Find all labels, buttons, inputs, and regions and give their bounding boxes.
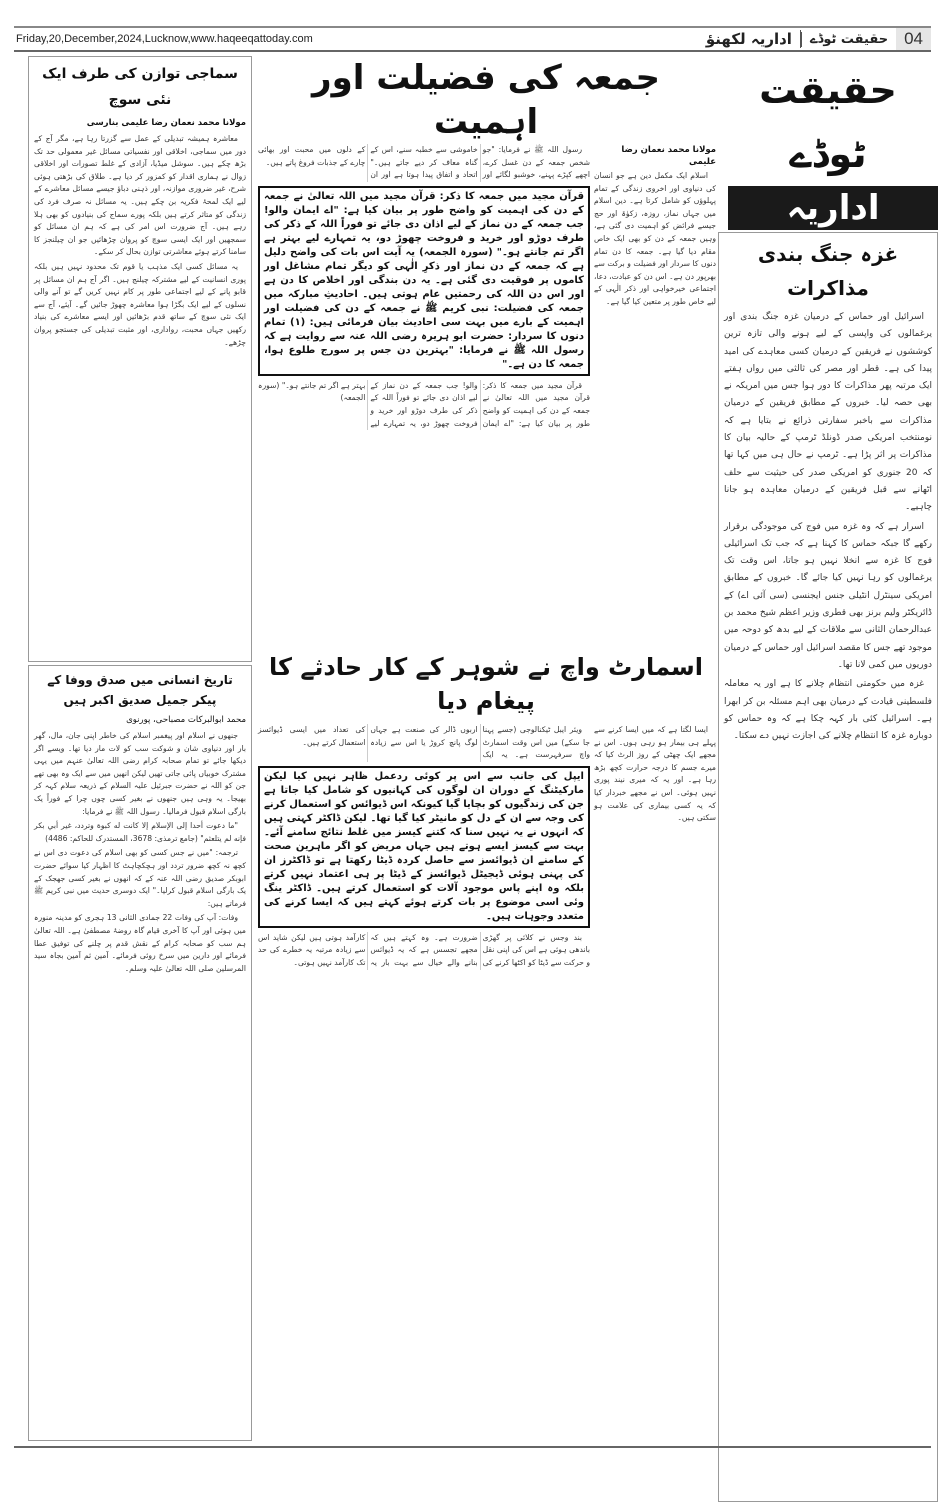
bottom-rule xyxy=(14,1446,931,1448)
social-body xyxy=(34,133,246,349)
friday-article xyxy=(256,144,716,634)
editorial-headline: غزہ جنگ بندی مذاکرات xyxy=(757,242,899,300)
watch-lower-columns xyxy=(258,932,590,970)
editorial-column xyxy=(718,58,938,1502)
body-paragraph: ویئر ایبل ٹیکنالوجی (جسے پہنا جا سکے) میں اس وقت اسمارٹ واچ سرفہرست ہے۔ یہ ایک اربوں ڈالر کی صنعت ہے جہاں لوگ پانچ کروڑ یا اس سے زیادہ کی تعداد میں ایسی ڈیوائسز استعمال کرتے ہیں۔ xyxy=(258,725,590,760)
masthead-small: حقیقت ٹوڈے xyxy=(801,32,896,47)
body-paragraph: رسول اللہ ﷺ نے فرمایا: "جو شخص جمعہ کے دن غسل کرے، اچھے کپڑے پہنے، خوشبو لگائے اور خاموشی سے خطبہ سنے، اس کے گناہ معاف کر دیے جاتے ہیں۔" اتحاد و اتفاق پیدا ہوتا ہے اور ان کے دلوں میں محبت اور بھائی چارے کے جذبات فروغ پاتے ہیں۔ xyxy=(258,145,590,180)
watch-right-column xyxy=(594,724,716,970)
body-paragraph: معاشرہ ہمیشہ تبدیلی کے عمل سے گزرتا رہا ہے، مگر آج کے دور میں سماجی، اخلاقی اور نفسیاتی مسائل غیر معمولی حد تک بڑھ چکے ہیں۔ سوشل میڈیا، آزادی کے غلط تصورات اور اخلاقی زوال نے ہماری اقدار کو کمزور کر دیا ہے۔ طلاق کی بڑھتی ہوئی شرح، غیر ضروری موازنہ، اور ذہنی دباؤ جیسے مسائل معاشرے کے لیے ایک لمحۂ فکریہ بن چکے ہیں۔ یہ مسائل نہ صرف فرد کی زندگی کو متاثر کرتے ہیں بلکہ پورے سماج کی بنیادوں کو بھی ہلا رہے ہیں۔ آج ضرورت اس امر کی ہے کہ ہم ان مسائل کو سمجھیں اور ایک ایسی سوچ کو پروان چڑھائیں جو ان چیلنجز کا سامنا کرتے ہوئے معاشرتی توازن بحال کر سکے۔ xyxy=(34,134,246,257)
friday-highlight-box: قرآن مجید میں جمعہ کا ذکر: قرآن مجید میں اللہ تعالیٰ نے جمعہ کے دن کی اہمیت کو واضح طور پر بیان کیا ہے: "اے ایمان والو! جب جمعہ کے دن نماز کے لیے اذان دی جائے تو فوراً اللہ کے ذکر کی طرف دوڑو اور خرید و فروخت چھوڑ دو، یہ تمہارے لیے بہتر ہے اگر تم جانتے ہو۔" (سورہ الجمعہ) یہ آیت اس بات کی واضح دلیل ہے کہ جمعہ کے دن نماز اور ذکرِ الٰہی کو دیگر تمام مشاغل اور کاموں پر فوقیت دی گئی ہے۔ یہ دن بندگی اور اخلاص کا دن ہے اور اس دن اللہ کی رحمتیں عام ہوتی ہیں۔ احادیثِ مبارکہ میں جمعہ کی فضیلت: نبی کریم ﷺ نے جمعہ کے دن کی فضیلت اور اہمیت کے بارے میں بہت سی احادیث بیان فرمائی ہیں: (۱) تمام دنوں کا سردار: حضرت ابو ہریرہ رضی اللہ عنہ سے روایت ہے کہ رسول اللہ ﷺ نے فرمایا: "بہترین دن جس پر سورج طلوع ہوا، جمعہ کا دن ہے۔" xyxy=(258,186,590,376)
siddiq-byline: محمد ابوالبرکات مصباحی، پورنوی xyxy=(126,715,246,725)
siddiq-article-frame xyxy=(28,665,252,1441)
body-paragraph: اسلام ایک مکمل دین ہے جو انسان کی دنیاوی اور اخروی زندگی کے تمام پہلوؤں کو شامل کرتا ہے۔ دین اسلام میں جہاں نماز، روزہ، زکوٰۃ اور حج جیسے فرائض کو اہمیت دی گئی ہے، وہیں جمعہ کے دن کو بھی ایک خاص مقام دیا گیا ہے۔ جمعہ کا دن تمام دنوں کا سردار اور فضیلت و برکت سے بھرپور دن ہے۔ اس دن کو عبادت، دعا، اجتماعی خیرخواہی اور ذکر الٰہی کے لیے خاص طور پر متعین کیا گیا ہے۔ xyxy=(594,171,716,306)
editorial-frame xyxy=(718,232,938,1502)
friday-right-column xyxy=(594,144,716,634)
body-paragraph: اسرائیل اور حماس کے درمیان غزہ جنگ بندی اور یرغمالوں کی واپسی کے لیے ہونے والی تازہ ترین کوششوں نے فریقین کے درمیان کسی معاہدے کی امید پیدا کی ہے۔ قطر اور مصر کی ثالثی میں رواں ہفتے ایک مرتبہ پھر مذاکرات کا دور ہوا جس میں امریکہ نے بھی حصہ لیا۔ خبروں کے مطابق فریقین کے درمیان مذاکرات سے باخبر سفارتی ذرائع نے بتایا ہے کہ نومنتخب امریکی صدر ڈونلڈ ٹرمپ کے حالیہ بیان کا مذاکرات پر اثر پڑا ہے۔ ٹرمپ نے حال ہی میں کہا تھا کہ 20 جنوری کو امریکی صدر کی حیثیت سے حلف اٹھانے سے قبل فریقین کے درمیان معاہدہ ہو جانا چاہیے۔ xyxy=(724,312,932,513)
body-paragraph: غزہ میں حکومتی انتظام چلانے کا ہے اور یہ معاملہ فلسطینی قیادت کے درمیان بھی اہم مسئلہ بن کر ابھرا ہے۔ اسرائیل کئی بار کہہ چکا ہے کہ وہ حماس کو دوبارہ غزہ کا انتظام چلانے کی اجازت نہیں دے سکتا۔ xyxy=(724,679,932,742)
page-header xyxy=(14,28,931,52)
friday-left-area xyxy=(258,144,590,634)
friday-headline: جمعہ کی فضیلت اور اہمیت xyxy=(312,58,660,142)
body-paragraph: ایسا لگتا ہے کہ میں ایسا کرنے سے پہلے ہی بیمار ہو رہی ہوں۔ اس نے مجھے ایک چھٹی کے روز الرٹ کیا کہ میرے جسم کا درجہ حرارت کچھ بڑھ رہا ہے۔ اور یہ کہ میری نیند پوری نہیں ہوئی۔ اس نے مجھے خبردار کیا کہ یہ کسی بیماری کی علامت ہو سکتی ہیں۔ xyxy=(594,725,716,823)
page-number: 04 xyxy=(896,28,931,50)
friday-byline: مولانا محمد نعمان رضا علیمی xyxy=(621,145,716,167)
friday-col-1 xyxy=(594,170,716,309)
header-right xyxy=(698,28,931,50)
section-title: اداریہ لکھنؤ xyxy=(698,30,801,48)
body-paragraph: ترجمہ: "میں نے جس کسی کو بھی اسلام کی دعوت دی اس نے کچھ نہ کچھ ضرور تردد اور ہچکچاہٹ کا اظہار کیا سوائے حضرت ابوبکر صدیق رضی اللہ عنہ کے کہ انھوں نے بغیر کسی جھجک کے یک بارگی اسلام قبول کرلیا۔" ایک دوسری حدیث میں نبی کریم ﷺ فرماتے ہیں: xyxy=(34,848,246,908)
masthead: حقیقت ٹوڈے xyxy=(759,68,897,176)
watch-headline: اسمارٹ واچ نے شوہر کے کار حادثے کا پیغام دیا xyxy=(269,653,703,715)
watch-left-area xyxy=(258,724,590,970)
body-paragraph: وفات: آپ کی وفات 22 جمادی الثانی 13 ہجری کو مدینہ منورہ میں ہوئی اور آپ کا آخری قیام گاہ روضۂ مصطفیٰ ہے۔ اللہ تعالیٰ ہم سب کو صحابہ کرام کے نقش قدم پر چلنے کی توفیق عطا فرمائے اور دارین میں سرخ روئی فرمائے۔ آمین ثم آمین بجاہ سید المرسلین صلی اللہ تعالیٰ علیہ وسلم۔ xyxy=(34,913,246,973)
friday-lower-columns xyxy=(258,380,590,430)
body-paragraph: "ما دعوت أحدا إلى الإسلام إلا كانت له كبوة وتردد، غير أبي بكر فإنه لم يتلعثم" (جامع ترمذی: 3678، المستدرک للحاکم: 4486) xyxy=(34,821,246,843)
watch-article xyxy=(256,724,716,970)
body-paragraph: قرآن مجید میں جمعہ کا ذکر: قرآن مجید میں اللہ تعالیٰ نے جمعہ کے دن کی اہمیت کو واضح طور پر بیان کیا ہے: "اے ایمان والو! جب جمعہ کے دن نماز کے لیے اذان دی جائے تو فوراً اللہ کے ذکر کی طرف دوڑو اور خرید و فروخت چھوڑ دو، یہ تمہارے لیے بہتر ہے اگر تم جانتے ہو۔" (سورہ الجمعہ) xyxy=(258,380,590,428)
friday-top-columns xyxy=(258,144,590,182)
watch-highlight-box: ایپل کی جانب سے اس پر کوئی ردعمل ظاہر نہیں کیا لیکن مارکیٹنگ کے دوران ان لوگوں کی کہانیوں کو شامل کیا جاتا ہے جن کی زندگیوں کو بچایا گیا کیونکہ اس ڈیوائس کو استعمال کرنے کی وجہ سے ان کے دل کو مانیٹر کیا گیا تھا۔ لیکن ڈاکٹر کہتی ہیں کہ انہوں نے یہ نہیں سنا کہ کتنے کیسز میں غلط نتائج سامنے آئے۔ بہت سے کیسز ایسے ہوتے ہیں جہاں مریض کو اگر ماہرین صحت کے سامنے ان ڈیوائسز سے حاصل کردہ ڈیٹا رکھتا ہے تو ڈاکٹرز ان کی پہنی ہوئی ڈیجیٹل ڈیوائسز کے ڈیٹا پر ہی اعتماد نہیں کرتے بلکہ وہ اپنے پاس موجود آلات کو استعمال کرتے ہیں۔ ڈاکٹر ینگ وئی اسی موضوع پر بات کرتے ہوئے کہتے ہیں کہ ایسا کرنے کی متعدد وجوہات ہیں۔ xyxy=(258,766,590,928)
middle-column xyxy=(256,56,716,970)
watch-col-1 xyxy=(594,724,716,825)
editorial-body xyxy=(724,309,932,745)
body-paragraph: جنھوں نے اسلام اور پیغمبر اسلام کی خاطر اپنی جان، مال، گھر بار اور دنیاوی شان و شوکت سب کو لات مار دیا تھا۔ ویسے اگر دیکھا جائے تو تمام صحابہ کرام رضی اللہ تعالیٰ عنہم میں یہی مشترک خوبیاں پائی جاتی تھیں لیکن انھیں میں سے ایک وہ بھی تھے جن کو اللہ نے حضرت جبرئیل علیہ السلام کے ذریعہ سلام کہہ کر بھیجا۔ یہ وہی ہیں جنھوں نے بغیر کسی چوں چرا کے فوراً یک بارگی اسلام قبول فرمالیا۔ رسول اللہ ﷺ نے فرمایا: xyxy=(34,731,246,816)
social-byline: مولانا محمد نعمان رضا علیمی بنارسی xyxy=(86,118,246,128)
left-column xyxy=(28,56,252,1441)
social-headline: سماجی توازن کی طرف ایک نئی سوچ xyxy=(42,66,238,108)
body-paragraph: بند وجس نے کلائی پر گھڑی باندھی ہوئی ہے اس کی اپنی نقل و حرکت سے ڈیٹا کو اکٹھا کرنے کی ضرورت ہے۔ وہ کہتے ہیں کہ مجھے تجسس ہے کہ یہ ڈیوائس بنانے والے خیال سے بہت بار یہ کارآمد ہوتی ہیں لیکن شاید اس سے زیادہ مرتبہ یہ خطرے کی حد تک کارآمد نہیں ہوتی۔ xyxy=(258,932,590,967)
editorial-label: اداریہ xyxy=(728,186,938,230)
body-paragraph: یہ مسائل کسی ایک مذہب یا قوم تک محدود نہیں ہیں بلکہ پوری انسانیت کے لیے مشترکہ چیلنج ہیں۔ اگر آج ہم ان مسائل پر قابو پانے کے لیے اجتماعی طور پر کام نہیں کریں گے تو آنے والی نسلوں کے لیے ایک بگڑا ہوا معاشرہ چھوڑ جائیں گے۔ آیئے، آج سے ایک نئی سوچ کے ساتھ قدم بڑھائیں اور ایسے معاشرے کی بنیاد رکھیں جہاں محبت، رواداری، اور مثبت تبدیلی کی جستجو پروان چڑھے۔ xyxy=(34,261,246,347)
siddiq-body xyxy=(34,730,246,975)
body-paragraph: اسرار ہے کہ وہ غزہ میں فوج کی موجودگی برقرار رکھے گا جبکہ حماس کا کہنا ہے کہ جب تک اسرائیلی فوج کا غزہ سے انخلا نہیں ہو جاتا، اس وقت تک یرغمالوں کو رہا نہیں کیا جائے گا۔ خبروں کے مطابق امریکی سینٹرل انٹیلی جنس ایجنسی (سی آئی اے) کے ڈائریکٹر ولیم برنز بھی قطری وزیر اعظم شیخ محمد بن عبدالرحمان الثانی سے ملاقات کے لیے بدھ کو دوحہ میں موجود تھے جس کا مقصد اسرائیل اور حماس کے درمیان دوریوں میں کمی لانا تھا۔ xyxy=(724,521,932,670)
social-article-frame xyxy=(28,56,252,662)
siddiq-headline: تاریخ انسانی میں صدق ووفا کے پیکر جمیل صدیق اکبر ہیں xyxy=(47,673,233,707)
date-line: Friday,20,December,2024,Lucknow,www.haqeeqattoday.com xyxy=(16,33,313,45)
watch-top-columns xyxy=(258,724,590,762)
